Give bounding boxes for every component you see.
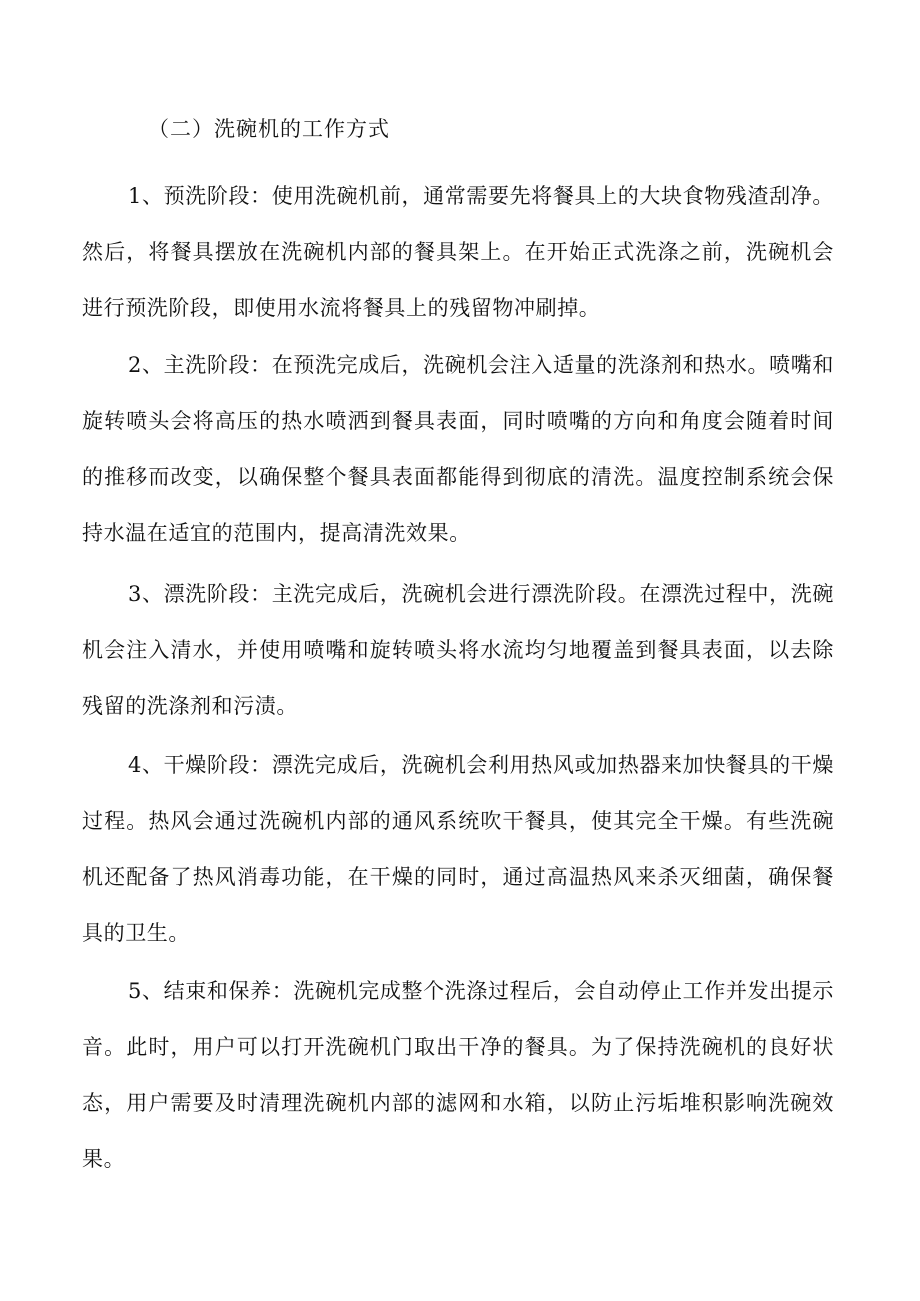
paragraph-main-wash: 2、主洗阶段：在预洗完成后，洗碗机会注入适量的洗涤剂和热水。喷嘴和旋转喷头会将高压的热水喷洒到餐具表面，同时喷嘴的方向和角度会随着时间的推移而改变，以确保整个餐具表面都能得到彻底的清洗。温度控制系统会保持水温在适宜的范围内，提高清洗效果。 (82, 353, 834, 545)
section-heading: （二）洗碗机的工作方式 (148, 117, 390, 141)
paragraph-drying: 4、干燥阶段：漂洗完成后，洗碗机会利用热风或加热器来加快餐具的干燥过程。热风会通过洗碗机内部的通风系统吹干餐具，使其完全干燥。有些洗碗机还配备了热风消毒功能，在干燥的同时，通过高温热风来杀灭细菌，确保餐具的卫生。 (82, 753, 834, 945)
paragraph-prewash: 1、预洗阶段：使用洗碗机前，通常需要先将餐具上的大块食物残渣刮净。然后，将餐具摆放在洗碗机内部的餐具架上。在开始正式洗涤之前，洗碗机会进行预洗阶段，即使用水流将餐具上的残留物冲刷掉。 (82, 184, 834, 320)
paragraph-finish-maintenance: 5、结束和保养：洗碗机完成整个洗涤过程后，会自动停止工作并发出提示音。此时，用户可以打开洗碗机门取出干净的餐具。为了保持洗碗机的良好状态，用户需要及时清理洗碗机内部的滤网和水箱，以防止污垢堆积影响洗碗效果。 (82, 979, 834, 1171)
paragraph-rinse: 3、漂洗阶段：主洗完成后，洗碗机会进行漂洗阶段。在漂洗过程中，洗碗机会注入清水，并使用喷嘴和旋转喷头将水流均匀地覆盖到餐具表面，以去除残留的洗涤剂和污渍。 (82, 582, 834, 718)
